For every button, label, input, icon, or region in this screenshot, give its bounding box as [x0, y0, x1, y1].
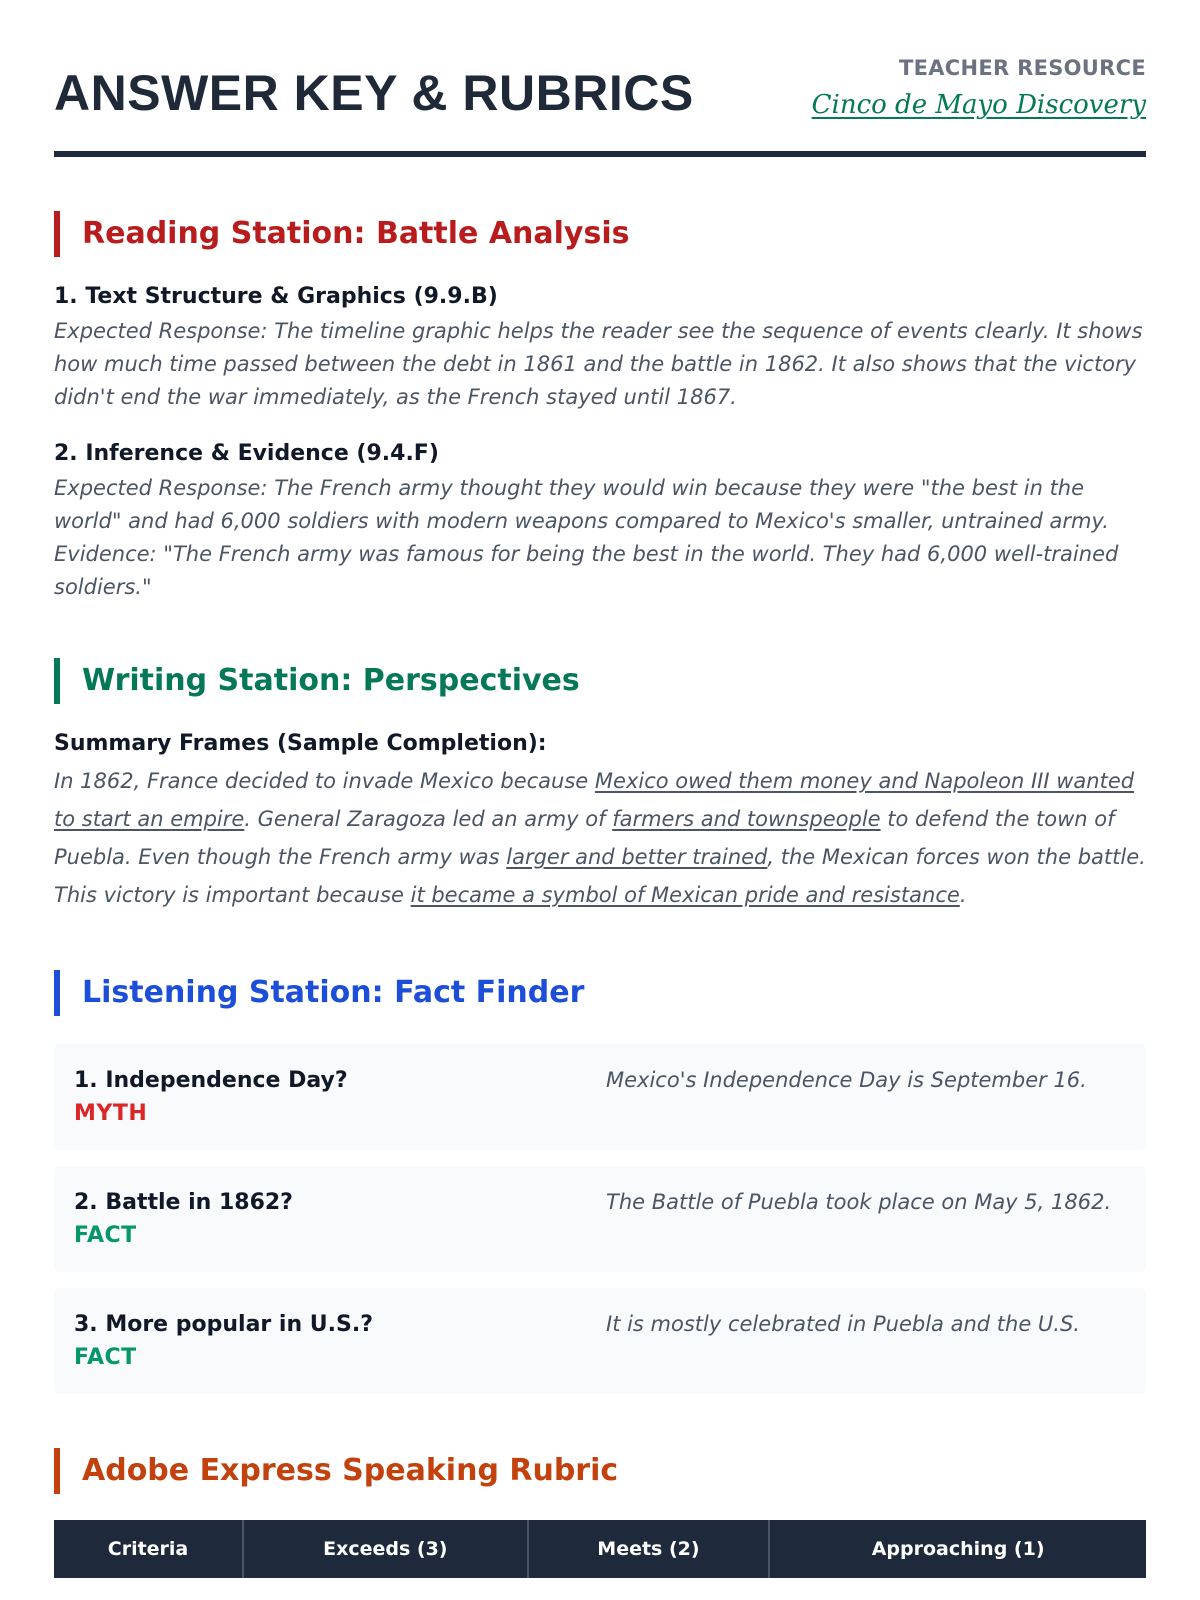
reading-section-title: Reading Station: Battle Analysis [54, 211, 1146, 257]
summary-frames-heading: Summary Frames (Sample Completion): [54, 731, 547, 756]
frame-text-segment: . General Zaragoza led an army of [244, 807, 613, 831]
unit-subtitle: Cinco de Mayo Discovery [811, 90, 1146, 120]
page-title: ANSWER KEY & RUBRICS [54, 65, 694, 121]
reading-question-1-answer: Expected Response: The timeline graphic helps the reader see the sequence of events clearly. It shows how much time passed between the debt in 1861 and the battle in 1862. It also shows that the victory didn't end the war immediately, as the French stayed until 1867. [54, 319, 1143, 409]
frame-text-segment: to defend the town of Puebla. Even though the French army was [54, 807, 1115, 869]
listening-section-title: Listening Station: Fact Finder [54, 970, 1146, 1016]
verdict-badge: FACT [74, 1223, 137, 1248]
frame-text-segment: . [959, 883, 967, 907]
fact-explanation: Mexico's Independence Day is September 16. [606, 1068, 1087, 1092]
summary-frame-text [54, 762, 1146, 914]
fact-finder-list [54, 1044, 1146, 1394]
fact-card [54, 1288, 1146, 1394]
frame-text-segment: , the Mexican forces won the battle. This victory is important because [54, 845, 1146, 907]
frame-blank-answer: Mexico owed them money and Napoleon III wanted to start an empire [54, 769, 1135, 831]
frame-text-segment: In 1862, France decided to invade Mexico because [54, 769, 595, 793]
reading-question-2-answer: Expected Response: The French army thought they would win because they were "the best in the world" and had 6,000 soldiers with modern weapons compared to Mexico's smaller, untrained army. Evidence: "The French army was famous for being the best in the world. They had 6,000 well-trained soldiers." [54, 476, 1119, 599]
fact-question: 2. Battle in 1862? [74, 1190, 293, 1215]
resource-label: TEACHER RESOURCE [898, 56, 1146, 80]
rubric-header-row [54, 1520, 1146, 1578]
fact-card [54, 1166, 1146, 1272]
verdict-badge: FACT [74, 1345, 137, 1370]
fact-question: 3. More popular in U.S.? [74, 1312, 373, 1337]
fact-explanation: It is mostly celebrated in Puebla and the U.S. [606, 1312, 1080, 1336]
reading-question-2-title: 2. Inference & Evidence (9.4.F) [54, 441, 439, 466]
header-right [812, 56, 1146, 120]
reading-question-1-title: 1. Text Structure & Graphics (9.9.B) [54, 284, 498, 309]
frame-blank-answer: farmers and townspeople [612, 807, 881, 831]
rubric-header-approaching: Approaching (1) [769, 1520, 1146, 1578]
fact-question: 1. Independence Day? [74, 1068, 348, 1093]
rubric-header-criteria: Criteria [54, 1520, 243, 1578]
frame-blank-answer: it became a symbol of Mexican pride and resistance [410, 883, 960, 907]
speaking-rubric-table [54, 1520, 1146, 1578]
page-header [54, 0, 1146, 123]
rubric-header-exceeds: Exceeds (3) [243, 1520, 528, 1578]
frame-blank-answer: larger and better trained [506, 845, 768, 869]
fact-card [54, 1044, 1146, 1150]
writing-section-title: Writing Station: Perspectives [54, 658, 1146, 704]
verdict-badge: MYTH [74, 1101, 148, 1126]
fact-explanation: The Battle of Puebla took place on May 5, 1862. [606, 1190, 1112, 1214]
header-divider [54, 151, 1146, 157]
speaking-section-title: Adobe Express Speaking Rubric [54, 1448, 1146, 1494]
rubric-header-meets: Meets (2) [528, 1520, 770, 1578]
